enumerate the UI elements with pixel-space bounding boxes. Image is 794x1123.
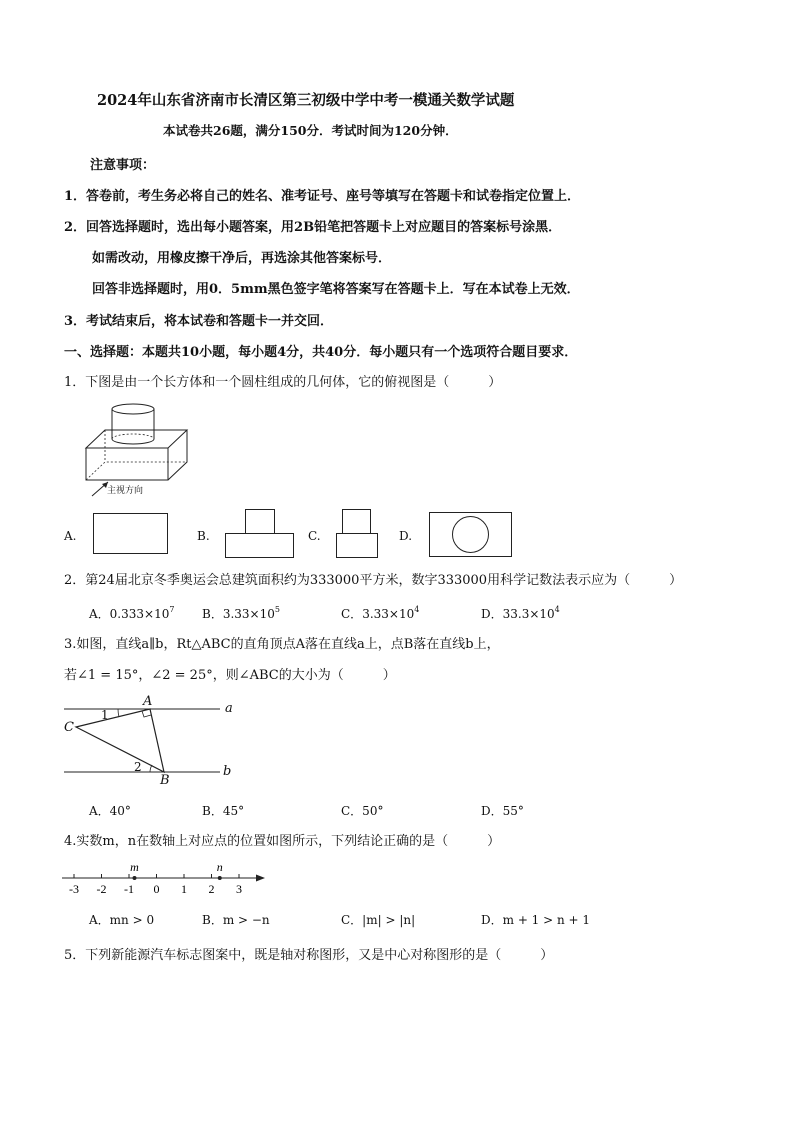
question-2-stem: 2．第24届北京冬季奥运会总建筑面积约为333000平方米，数字333000用科学记数法表示应为（ ） bbox=[64, 573, 683, 588]
number-line-point-m bbox=[133, 876, 137, 880]
note-item: 回答非选择题时，用0．5mm黑色签字笔将答案写在答题卡上．写在本试卷上无效． bbox=[92, 282, 580, 297]
q1-option-c-figure[interactable] bbox=[336, 509, 380, 559]
section-heading: 一、选择题：本题共10小题，每小题4分，共40分．每小题只有一个选项符合题目要求． bbox=[64, 345, 578, 360]
q4-number-line bbox=[60, 855, 270, 900]
q3-label-a-point: A bbox=[143, 694, 153, 709]
q3-label-b-point: B bbox=[160, 773, 170, 788]
question-3-stem-line1: 3.如图，直线a∥b，Rt△ABC的直角顶点A落在直线a上，点B落在直线b上， bbox=[64, 637, 500, 652]
q3-option-a[interactable]: A．40° bbox=[89, 804, 131, 818]
q1-option-d-label: D. bbox=[399, 529, 413, 543]
q1-option-c-label: C. bbox=[308, 529, 321, 543]
number-line-tick-label: 0 bbox=[153, 882, 160, 896]
note-item: 3．考试结束后，将本试卷和答题卡一并交回． bbox=[64, 314, 334, 329]
q1-option-a-figure[interactable] bbox=[93, 513, 169, 555]
q3-label-line-b: b bbox=[223, 764, 232, 779]
view-direction-label: 主视方向 bbox=[107, 486, 144, 496]
note-item: 如需改动，用橡皮擦干净后，再选涂其他答案标号． bbox=[92, 251, 392, 266]
q2-option-b[interactable]: B．$3.33\times 10^5$ bbox=[202, 605, 280, 621]
note-item: 2．回答选择题时，选出每小题答案，用2B铅笔把答题卡上对应题目的答案标号涂黑． bbox=[64, 220, 562, 235]
q3-option-c[interactable]: C．50° bbox=[341, 804, 384, 818]
paper-title: 2024年山东省济南市长清区第三初级中学中考一模通关数学试题 bbox=[97, 92, 515, 109]
number-line-tick-label: 2 bbox=[208, 882, 215, 896]
question-3-stem-line2: 若∠1 = 15°，∠2 = 25°，则∠ABC的大小为（ ） bbox=[64, 668, 396, 683]
q4-option-d[interactable]: D．m + 1 > n + 1 bbox=[481, 913, 591, 927]
q1-option-d-figure[interactable] bbox=[429, 512, 513, 558]
q3-label-angle-2: 2 bbox=[134, 760, 142, 774]
number-line-tick-label: -3 bbox=[69, 882, 79, 896]
notes-heading: 注意事项： bbox=[90, 158, 156, 173]
q4-option-a[interactable]: A．mn > 0 bbox=[89, 913, 155, 927]
q3-label-c-point: C bbox=[64, 720, 74, 735]
q1-option-b-label: B. bbox=[197, 529, 210, 543]
q3-label-angle-1: 1 bbox=[101, 708, 109, 722]
question-5-stem: 5．下列新能源汽车标志图案中，既是轴对称图形，又是中心对称图形的是（ ） bbox=[64, 948, 554, 963]
q1-option-a-label: A. bbox=[64, 529, 77, 543]
number-line-tick-label: 3 bbox=[236, 882, 242, 896]
question-4-stem: 4.实数m，n在数轴上对应点的位置如图所示，下列结论正确的是（ ） bbox=[64, 834, 501, 849]
number-line-point-label: m bbox=[130, 860, 139, 874]
q3-label-line-a: a bbox=[225, 701, 233, 716]
q4-option-c[interactable]: C．|m| > |n| bbox=[341, 913, 416, 927]
number-line-point-label: n bbox=[216, 860, 223, 874]
q3-option-d[interactable]: D．55° bbox=[481, 804, 524, 818]
number-line-tick-label: -1 bbox=[124, 882, 134, 896]
q4-option-b[interactable]: B．m > −n bbox=[202, 913, 270, 927]
number-line-point-n bbox=[218, 876, 222, 880]
number-line-tick-label: -2 bbox=[96, 882, 107, 896]
question-1-stem: 1．下图是由一个长方体和一个圆柱组成的几何体，它的俯视图是（ ） bbox=[64, 375, 502, 390]
q2-option-a[interactable]: A．$0.333\times 10^7$ bbox=[89, 605, 175, 621]
q2-option-d[interactable]: D．$33.3\times 10^4$ bbox=[481, 605, 560, 621]
q1-option-b-figure[interactable] bbox=[225, 509, 295, 559]
paper-subtitle: 本试卷共26题，满分150分．考试时间为120分钟． bbox=[163, 123, 458, 138]
q2-option-c[interactable]: C．$3.33\times 10^4$ bbox=[341, 605, 420, 621]
q3-option-b[interactable]: B．45° bbox=[202, 804, 245, 818]
note-item: 1．答卷前，考生务必将自己的姓名、准考证号、座号等填写在答题卡和试卷指定位置上． bbox=[64, 189, 581, 204]
number-line-tick-label: 1 bbox=[181, 882, 187, 896]
